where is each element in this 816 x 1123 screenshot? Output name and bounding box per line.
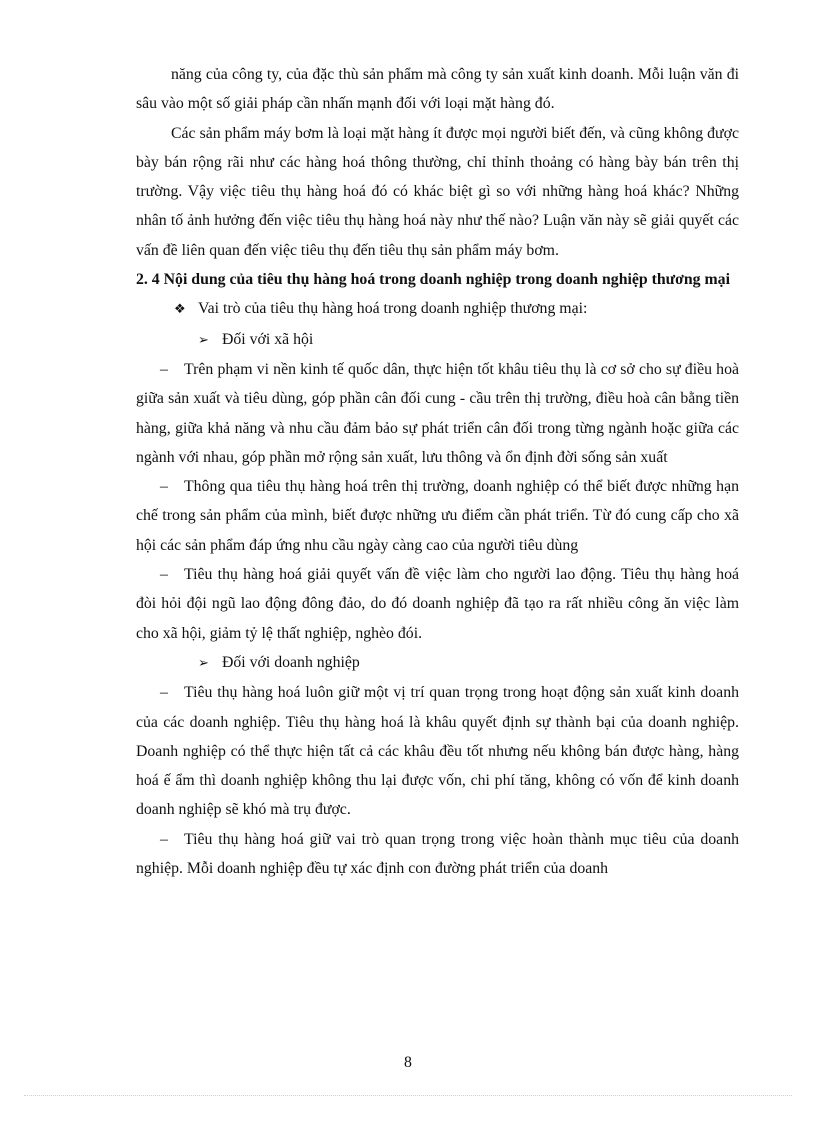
dash-icon: – xyxy=(160,360,168,378)
dash-icon: – xyxy=(160,566,168,584)
dash-icon: – xyxy=(160,478,168,496)
section-heading: 2. 4 Nội dung của tiêu thụ hàng hoá trong doanh nghiệp trong doanh nghiệp thương mại xyxy=(136,271,730,289)
page-number: 8 xyxy=(404,1054,412,1071)
diamond-bullet-icon: ❖ xyxy=(174,302,186,318)
bullet-role-of-consumption xyxy=(136,294,739,324)
dash-icon: – xyxy=(160,684,168,702)
dash-paragraph-1 xyxy=(136,355,739,472)
dash-paragraph-2 xyxy=(136,472,739,560)
sub-bullet-society-label: Đối với xã hội xyxy=(222,330,314,348)
dash-paragraph-3-text: Tiêu thụ hàng hoá giải quyết vấn đề việc làm cho người lao động. Tiêu thụ hàng hoá đòi hỏi đội ngũ lao động đông đảo, do đó doanh nghiệp đã tạo ra rất nhiều công ăn việc làm cho xã hội, giảm tỷ lệ thất nghiệp, nghèo đói. xyxy=(136,566,739,642)
dash-icon: – xyxy=(160,830,168,848)
paragraph-intro-continuation: năng của công ty, của đặc thù sản phẩm mà công ty sản xuất kinh doanh. Mỗi luận văn đi sâu vào một số giải pháp cần nhấn mạnh đối với loại mặt hàng đó. xyxy=(136,66,739,113)
dash-paragraph-4-text: Tiêu thụ hàng hoá luôn giữ một vị trí quan trọng trong hoạt động sản xuất kinh doanh của các doanh nghiệp. Tiêu thụ hàng hoá là khâu quyết định sự thành bại của doanh nghiệp. Doanh nghiệp có thể thực hiện tất cả các khâu đều tốt nhưng nếu không bán được hàng, hàng hoá ế ẩm thì doanh nghiệp không thu lại được vốn, chi phí tăng, không có vốn để kinh doanh doanh nghiệp sẽ khó mà trụ được. xyxy=(136,684,739,819)
dash-paragraph-3 xyxy=(136,560,739,648)
arrow-bullet-icon: ➢ xyxy=(198,655,209,671)
bullet-role-label: Vai trò của tiêu thụ hàng hoá trong doanh nghiệp thương mại: xyxy=(198,300,588,318)
sub-bullet-society xyxy=(136,325,739,355)
sub-bullet-enterprise-label: Đối với doanh nghiệp xyxy=(222,653,360,671)
dash-paragraph-5 xyxy=(136,825,739,884)
dash-paragraph-4 xyxy=(136,678,739,824)
dash-paragraph-2-text: Thông qua tiêu thụ hàng hoá trên thị trường, doanh nghiệp có thể biết được những hạn chế trong sản phẩm của mình, biết được những ưu điểm cần phát triển. Từ đó cung cấp cho xã hội các sản phẩm đáp ứng nhu cầu ngày càng cao của người tiêu dùng xyxy=(136,478,739,554)
dash-paragraph-1-text: Trên phạm vi nền kinh tế quốc dân, thực hiện tốt khâu tiêu thụ là cơ sở cho sự điều hoà giữa sản xuất và tiêu dùng, góp phần cân đối cung - cầu trên thị trường, điều hoà cân bằng tiền hàng, giữa khả năng và nhu cầu đảm bảo sự phát triển cân đối trong từng ngành hoặc giữa các ngành với nhau, góp phần mở rộng sản xuất, lưu thông và ổn định đời sống sản xuất xyxy=(136,360,739,466)
arrow-bullet-icon: ➢ xyxy=(198,332,209,348)
body-text xyxy=(136,60,739,883)
dash-paragraph-5-text: Tiêu thụ hàng hoá giữ vai trò quan trọng trong việc hoàn thành mục tiêu của doanh nghiệp. Mỗi doanh nghiệp đều tự xác định con đường phát triển của doanh xyxy=(136,830,739,878)
paragraph-pump-products: Các sản phẩm máy bơm là loại mặt hàng ít được mọi người biết đến, và cũng không được bày bán rộng rãi như các hàng hoá thông thường, chỉ thỉnh thoảng có hàng bày bán trên thị trường. Vậy việc tiêu thụ hàng hoá đó có khác biệt gì so với những hàng hoá khác? Những nhân tố ảnh hưởng đến việc tiêu thụ hàng hoá này như thế nào? Luận văn này sẽ giải quyết các vấn đề liên quan đến việc tiêu thụ đến tiêu thụ sản phẩm máy bơm. xyxy=(136,124,739,259)
page-bottom-divider xyxy=(24,1095,792,1096)
sub-bullet-enterprise xyxy=(136,648,739,678)
